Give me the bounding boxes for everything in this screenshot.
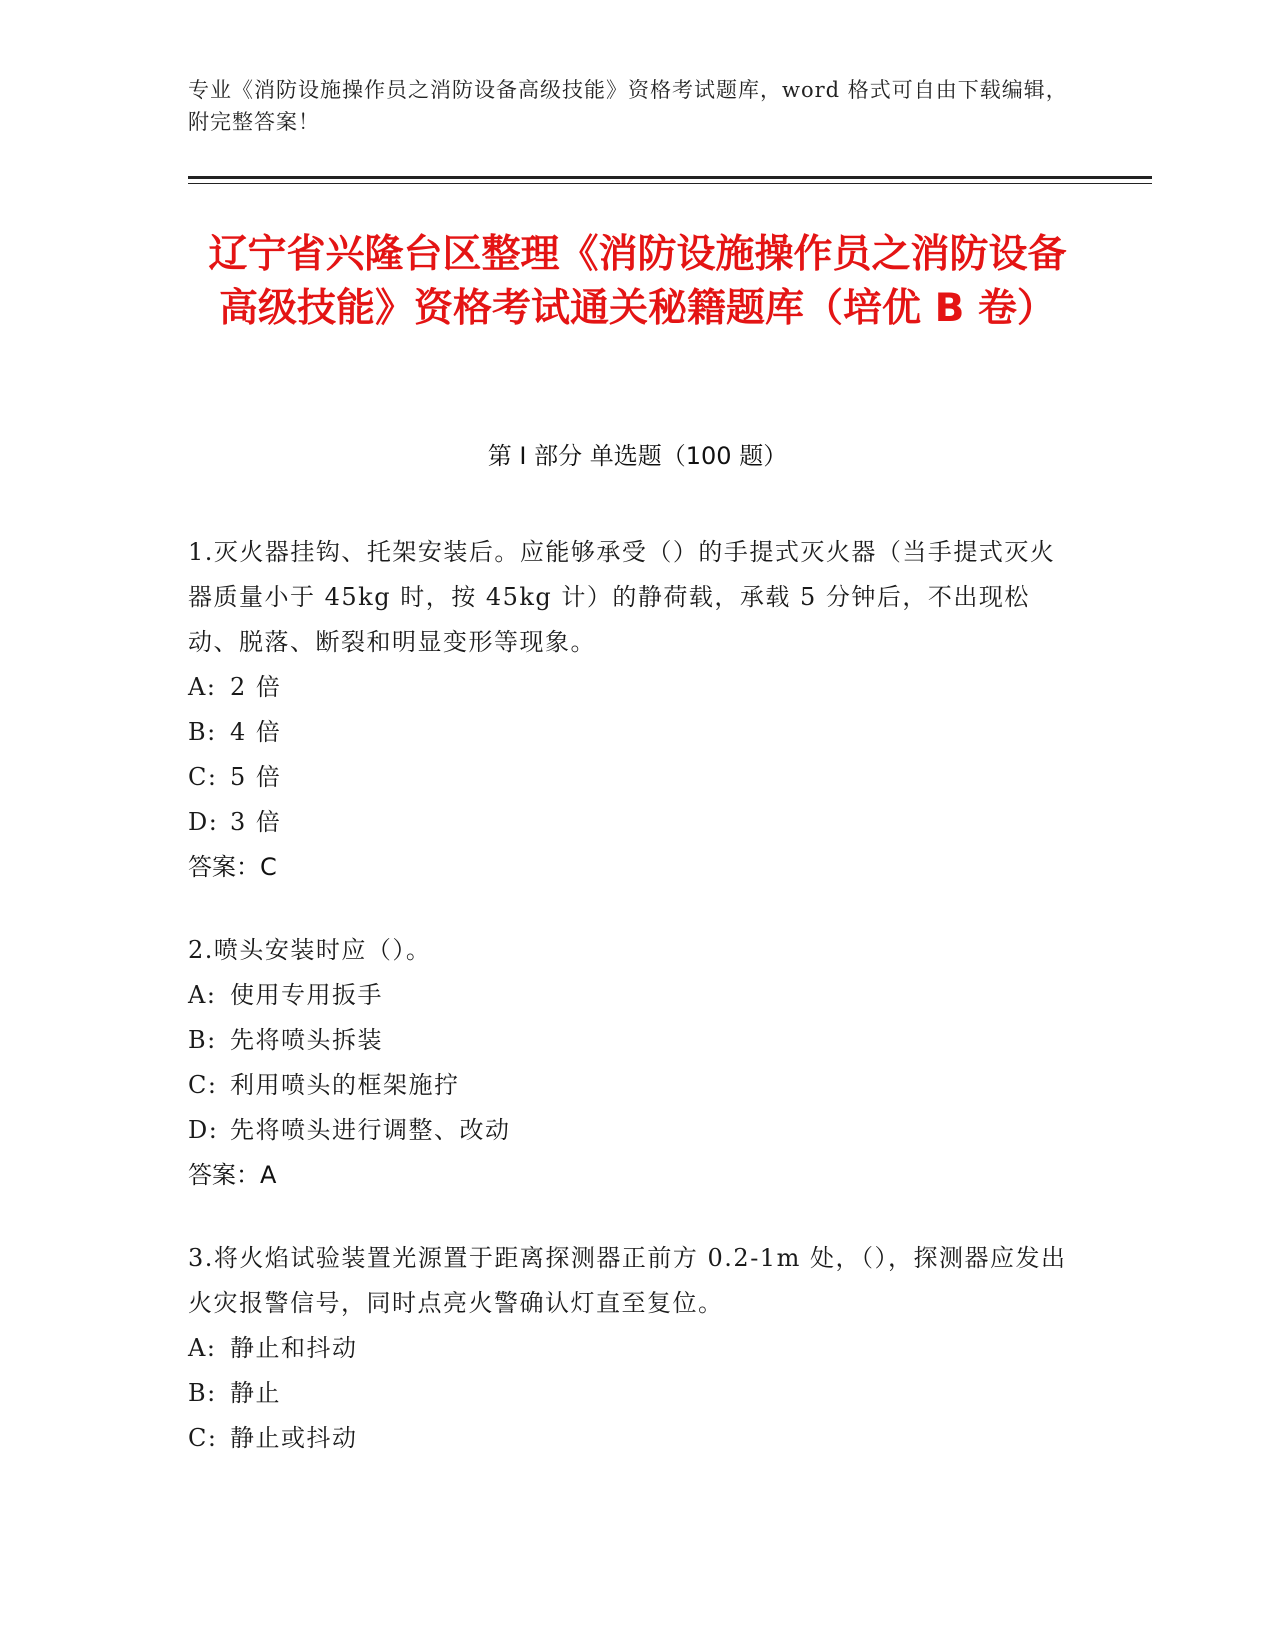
option-b [188, 1018, 1078, 1063]
option-d [188, 800, 1078, 845]
option-a [188, 1326, 1078, 1371]
option-text: 先将喷头拆装 [230, 1026, 383, 1054]
answer-line: 答案：A [188, 1161, 277, 1189]
question-3 [188, 1236, 1078, 1461]
option-text: 2 倍 [230, 673, 282, 701]
option-key: C: [188, 1071, 218, 1099]
option-a [188, 665, 1078, 710]
option-c [188, 755, 1078, 800]
document-title: 辽宁省兴隆台区整理《消防设施操作员之消防设备高级技能》资格考试通关秘籍题库（培优 B 卷） [208, 232, 1067, 331]
option-key: A: [188, 1334, 217, 1362]
option-key: C: [188, 763, 218, 791]
section-heading: 第 I 部分 单选题（100 题） [487, 442, 788, 470]
question-1 [188, 530, 1078, 890]
option-key: A: [188, 673, 217, 701]
option-text: 静止和抖动 [230, 1334, 358, 1362]
option-a [188, 973, 1078, 1018]
header-rule-thick [188, 176, 1152, 179]
option-key: B: [188, 1379, 217, 1407]
question-2 [188, 928, 1078, 1198]
option-text: 静止或抖动 [230, 1424, 358, 1452]
header-rule-thin [188, 183, 1152, 184]
option-key: D: [188, 1116, 219, 1144]
option-text: 5 倍 [230, 763, 282, 791]
option-text: 使用专用扳手 [230, 981, 383, 1009]
option-text: 静止 [230, 1379, 281, 1407]
header-note: 专业《消防设施操作员之消防设备高级技能》资格考试题库，word 格式可自由下载编辑，附完整答案！ [188, 78, 1068, 134]
option-b [188, 710, 1078, 755]
option-text: 先将喷头进行调整、改动 [230, 1116, 511, 1144]
question-stem: 3.将火焰试验装置光源置于距离探测器正前方 0.2-1m 处，（），探测器应发出火灾报警信号，同时点亮火警确认灯直至复位。 [188, 1244, 1067, 1317]
question-stem: 2.喷头安装时应（）。 [188, 936, 432, 964]
option-b [188, 1371, 1078, 1416]
option-key: B: [188, 718, 217, 746]
question-list [188, 530, 1078, 1499]
option-text: 3 倍 [230, 808, 282, 836]
option-c [188, 1063, 1078, 1108]
option-key: C: [188, 1424, 218, 1452]
question-stem: 1.灭火器挂钩、托架安装后。应能够承受（）的手提式灭火器（当手提式灭火器质量小于 45kg 时，按 45kg 计）的静荷载，承载 5 分钟后，不出现松动、脱落、断裂和明显变形等现象。 [188, 538, 1056, 656]
option-key: B: [188, 1026, 217, 1054]
option-key: A: [188, 981, 217, 1009]
option-c [188, 1416, 1078, 1461]
option-d [188, 1108, 1078, 1153]
option-text: 4 倍 [230, 718, 282, 746]
option-key: D: [188, 808, 219, 836]
answer-line: 答案：C [188, 853, 277, 881]
option-text: 利用喷头的框架施拧 [230, 1071, 460, 1099]
